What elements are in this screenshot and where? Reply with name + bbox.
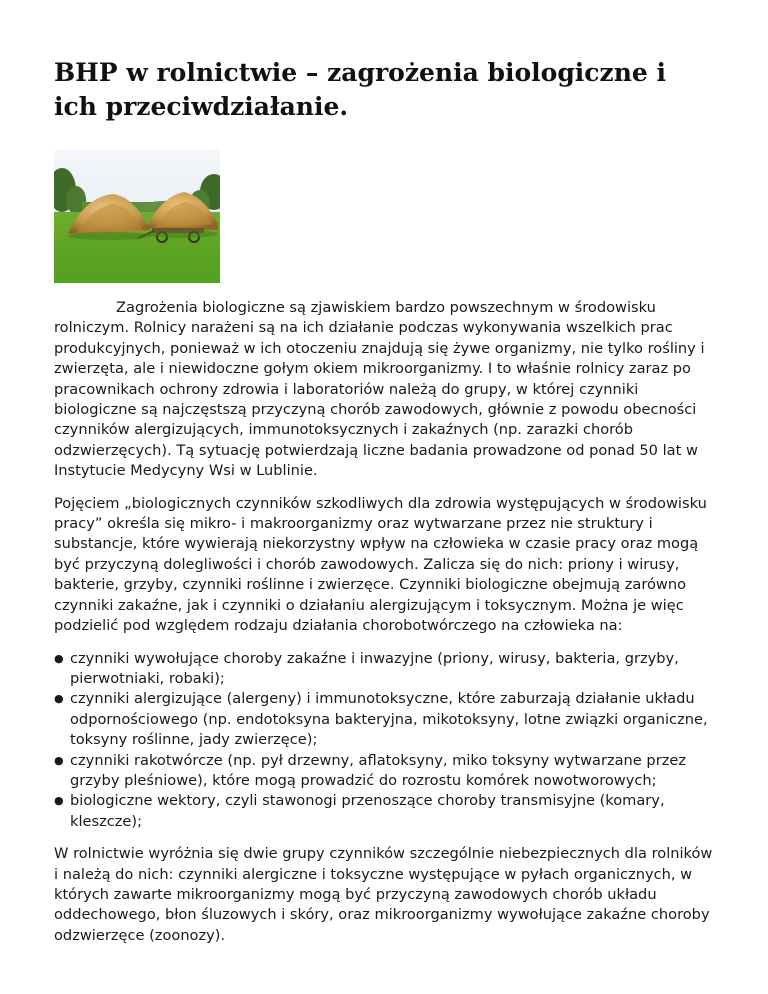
- haystacks-field-photo: [54, 150, 220, 283]
- list-item: [54, 649, 719, 690]
- list-item-text: czynniki alergizujące (alergeny) i immunotoksyczne, które zaburzają działanie układu odpornościowego (np. endotoksyna bakteryjna, mikotoksyny, lotne związki organiczne, toksyny roślinne, jady zwierzęce);: [70, 690, 708, 749]
- paragraph-definition: Pojęciem „biologicznych czynników szkodliwych dla zdrowia występujących w środowisku pracy” określa się mikro- i makroorganizmy oraz wytwarzane przez nie struktury i substancje, które wywierają niekorzystny wpływ na człowieka w czasie pracy oraz mogą być przyczyną dolegliwości i chorób zawodowych. Zalicza się do nich: priony i wirusy, bakterie, grzyby, czynniki roślinne i zwierzęce. Czynniki biologiczne obejmują zarówno czynniki zakaźne, jak i czynniki o działaniu alergizującym i toksycznym. Można je więc podzielić pod względem rodzaju działania chorobotwórczego na człowieka na:: [54, 494, 707, 635]
- document-title: BHP w rolnictwie – zagrożenia biologiczne i ich przeciwdziałanie.: [54, 58, 666, 121]
- bullet-icon: ●: [54, 794, 64, 808]
- list-item: [54, 791, 719, 832]
- bullet-icon: ●: [54, 651, 64, 665]
- paragraph-groups: W rolnictwie wyróżnia się dwie grupy czynników szczególnie niebezpiecznych dla rolników i należą do nich: czynniki alergiczne i toksyczne występujące w pyłach organicznych, w których zawarte mikroorganizmy mogą być przyczyną zawodowych chorób układu oddechowego, błon śluzowych i skóry, oraz mikroorganizmy wywołujące zakaźne choroby odzwierzęce (zoonozy).: [54, 845, 713, 944]
- bullet-icon: ●: [54, 753, 64, 767]
- paragraph-intro: Zagrożenia biologiczne są zjawiskiem bardzo powszechnym w środowisku rolniczym. Rolnicy narażeni są na ich działanie podczas wykonywania wszelkich prac produkcyjnych, ponieważ w ich otoczeniu znajdują się żywe organizmy, nie tylko rośliny i zwierzęta, ale i niewidoczne gołym okiem mikroorganizmy. I to właśnie rolnicy zaraz po pracownikach ochrony zdrowia i laboratoriów należą do grupy, w której czynniki biologiczne są najczęstszą przyczyną chorób zawodowych, głównie z powodu obecności czynników alergizujących, immunotoksycznych i zakaźnych (np. zarazki chorób odzwierzęcych). Tą sytuację potwierdzają liczne badania prowadzone od ponad 50 lat w Instytucie Medycyny Wsi w Lublinie.: [54, 299, 705, 480]
- bullet-icon: ●: [54, 692, 64, 706]
- list-item-text: czynniki rakotwórcze (np. pył drzewny, aflatoksyny, miko toksyny wytwarzane przez grzyby pleśniowe), które mogą prowadzić do rozrostu komórek nowotworowych;: [70, 751, 686, 789]
- document-body: [54, 298, 719, 946]
- list-item: [54, 689, 719, 750]
- factor-list: [54, 649, 719, 833]
- document-page: [54, 0, 719, 946]
- list-item-text: biologiczne wektory, czyli stawonogi przenoszące choroby transmisyjne (komary, kleszcze);: [70, 792, 665, 830]
- list-item-text: czynniki wywołujące choroby zakaźne i inwazyjne (priony, wirusy, bakteria, grzyby, pierwotniaki, robaki);: [70, 649, 679, 687]
- list-item: [54, 751, 719, 792]
